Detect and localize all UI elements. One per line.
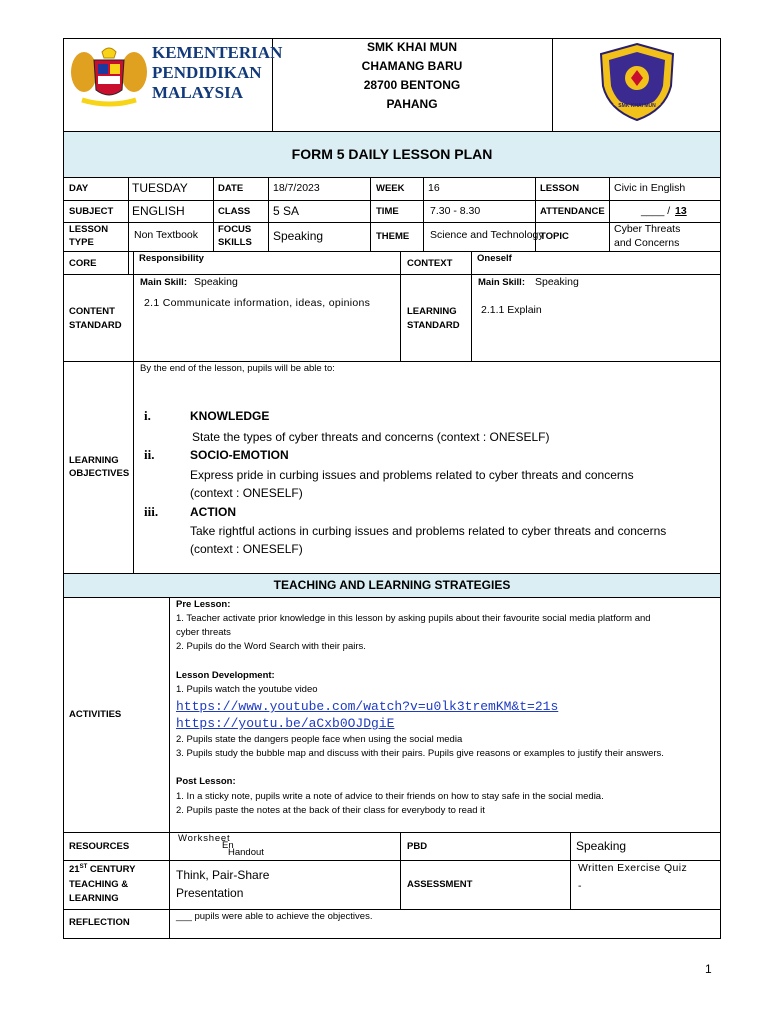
century-word: CENTURY (87, 864, 136, 876)
time-value: 7.30 - 8.30 (430, 205, 481, 217)
content-main-skill-label: Main Skill: (140, 277, 187, 288)
objectives-label-1: LEARNING (69, 455, 119, 466)
century-value-2: Presentation (176, 886, 244, 900)
school-address-line3: PAHANG (386, 97, 438, 111)
school-badge-icon (595, 40, 679, 124)
topic-value-2: and Concerns (614, 237, 680, 249)
topic-value-1: Cyber Threats (614, 223, 681, 235)
attendance-blank: ____ / (641, 205, 671, 217)
objective-2-heading: SOCIO-EMOTION (190, 448, 289, 462)
week-value: 16 (428, 182, 440, 194)
learning-standard-label-1: LEARNING (407, 306, 457, 317)
coat-of-arms-icon (68, 42, 150, 108)
pre-lesson-item-1a: 1. Teacher activate prior knowledge in this lesson by asking pupils about their favourite social media platform and (176, 613, 651, 624)
page-number: 1 (705, 962, 712, 976)
context-value: Oneself (477, 253, 512, 264)
day-value: TUESDAY (132, 181, 188, 195)
objective-2-text-2: (context : ONESELF) (190, 486, 303, 500)
pre-lesson-item-1b: cyber threats (176, 627, 231, 638)
strategies-title: TEACHING AND LEARNING STRATEGIES (273, 578, 511, 592)
objectives-intro: By the end of the lesson, pupils will be able to: (140, 363, 335, 374)
ministry-name-line3: MALAYSIA (152, 83, 244, 102)
objective-1-heading: KNOWLEDGE (190, 409, 270, 423)
lesson-development-item-3: 3. Pupils study the bubble map and discuss with their pairs. Pupils give reasons or examples to justify their answers. (176, 748, 664, 759)
century-label-1 (69, 864, 135, 876)
objective-3-text-1: Take rightful actions in curbing issues and problems related to cyber threats and concerns (190, 524, 667, 538)
century-value-1: Think, Pair-Share (176, 868, 270, 882)
post-lesson-heading: Post Lesson: (176, 776, 236, 787)
focus-skills-value: Speaking (273, 229, 324, 243)
objectives-label-2: OBJECTIVES (69, 468, 130, 479)
assessment-label: ASSESSMENT (407, 879, 473, 890)
post-lesson-item-1: 1. In a sticky note, pupils write a note of advice to their friends on how to stay safe in the social media. (176, 791, 604, 802)
topic-label: TOPIC (540, 231, 569, 242)
lesson-development-item-2: 2. Pupils state the dangers people face when using the social media (176, 734, 463, 745)
school-name: SMK KHAI MUN (367, 40, 457, 54)
objective-3-number: iii. (144, 504, 159, 519)
learning-main-skill-value: Speaking (535, 276, 579, 288)
attendance-total: 13 (675, 205, 687, 217)
time-label: TIME (376, 206, 399, 217)
theme-value: Science and Technology (430, 229, 544, 241)
day-label: DAY (69, 183, 89, 194)
page-title: FORM 5 DAILY LESSON PLAN (291, 146, 493, 162)
pbd-value: Speaking (576, 839, 627, 853)
lesson-type-value: Non Textbook (134, 229, 199, 241)
pre-lesson-heading: Pre Lesson: (176, 599, 231, 610)
date-label: DATE (218, 183, 244, 194)
attendance-label: ATTENDANCE (540, 206, 605, 217)
focus-skills-label-2: SKILLS (218, 237, 252, 248)
date-value: 18/7/2023 (273, 182, 320, 194)
learning-standard-text: 2.1.1 Explain (481, 304, 542, 316)
objective-3-heading: ACTION (190, 505, 236, 519)
post-lesson-item-2: 2. Pupils paste the notes at the back of their class for everybody to read it (176, 805, 485, 816)
school-address-line1: CHAMANG BARU (361, 59, 463, 73)
class-value: 5 SA (273, 204, 300, 218)
core-value: Responsibility (139, 253, 204, 264)
school-address-line2: 28700 BENTONG (363, 78, 461, 92)
subject-value: ENGLISH (132, 204, 185, 218)
context-label: CONTEXT (407, 258, 453, 269)
lesson-value: Civic in English (614, 182, 686, 194)
lesson-label: LESSON (540, 183, 580, 194)
learning-main-skill-label: Main Skill: (478, 277, 525, 288)
youtube-video-link-2[interactable]: https://youtu.be/aCxb0OJDgiE (176, 716, 395, 731)
class-label: CLASS (218, 206, 251, 217)
assessment-value-1: Written Exercise Quiz (578, 862, 688, 874)
resources-worksheet: Worksheet (178, 833, 231, 844)
resources-handout: Handout (228, 847, 264, 858)
ministry-name-line2: PENDIDIKAN (152, 63, 262, 82)
resources-en: En (222, 840, 234, 851)
objective-2-number: ii. (144, 447, 155, 462)
week-label: WEEK (376, 183, 405, 194)
objective-2-text-1: Express pride in curbing issues and problems related to cyber threats and concerns (190, 468, 634, 482)
century-label-3: LEARNING (69, 893, 119, 904)
subject-label: SUBJECT (69, 206, 114, 217)
century-number: 21 (69, 864, 80, 876)
reflection-value: ___ pupils were able to achieve the objectives. (176, 911, 373, 922)
pre-lesson-item-2: 2. Pupils do the Word Search with their pairs. (176, 641, 366, 652)
pbd-label: PBD (407, 841, 428, 852)
badge-text: SMK KHAI MUN (618, 103, 656, 109)
lesson-type-label-2: TYPE (69, 237, 94, 248)
objective-1-number: i. (144, 408, 151, 423)
content-standard-label-2: STANDARD (69, 320, 122, 331)
content-main-skill-value: Speaking (194, 276, 238, 288)
activities-label: ACTIVITIES (69, 709, 122, 720)
century-label-2: TEACHING & (69, 879, 129, 890)
learning-standard-label-2: STANDARD (407, 320, 460, 331)
assessment-value-2: - (578, 880, 582, 892)
ministry-name-line1: KEMENTERIAN (152, 43, 283, 62)
focus-skills-label-1: FOCUS (218, 224, 252, 235)
theme-label: THEME (376, 231, 410, 242)
objective-1-text: State the types of cyber threats and concerns (context : ONESELF) (192, 430, 550, 444)
objective-3-text-2: (context : ONESELF) (190, 542, 303, 556)
lesson-type-label-1: LESSON (69, 224, 109, 235)
lesson-development-item-1: 1. Pupils watch the youtube video (176, 684, 318, 695)
core-label: CORE (69, 258, 97, 269)
youtube-video-link-1[interactable]: https://www.youtube.com/watch?v=u0lk3tremKM&t=21s (176, 699, 559, 714)
resources-label: RESOURCES (69, 841, 130, 852)
reflection-label: REFLECTION (69, 917, 130, 928)
century-sup: ST (79, 864, 88, 870)
content-standard-label-1: CONTENT (69, 306, 115, 317)
lesson-development-heading: Lesson Development: (176, 670, 275, 681)
content-standard-text: 2.1 Communicate information, ideas, opinions (144, 297, 371, 309)
